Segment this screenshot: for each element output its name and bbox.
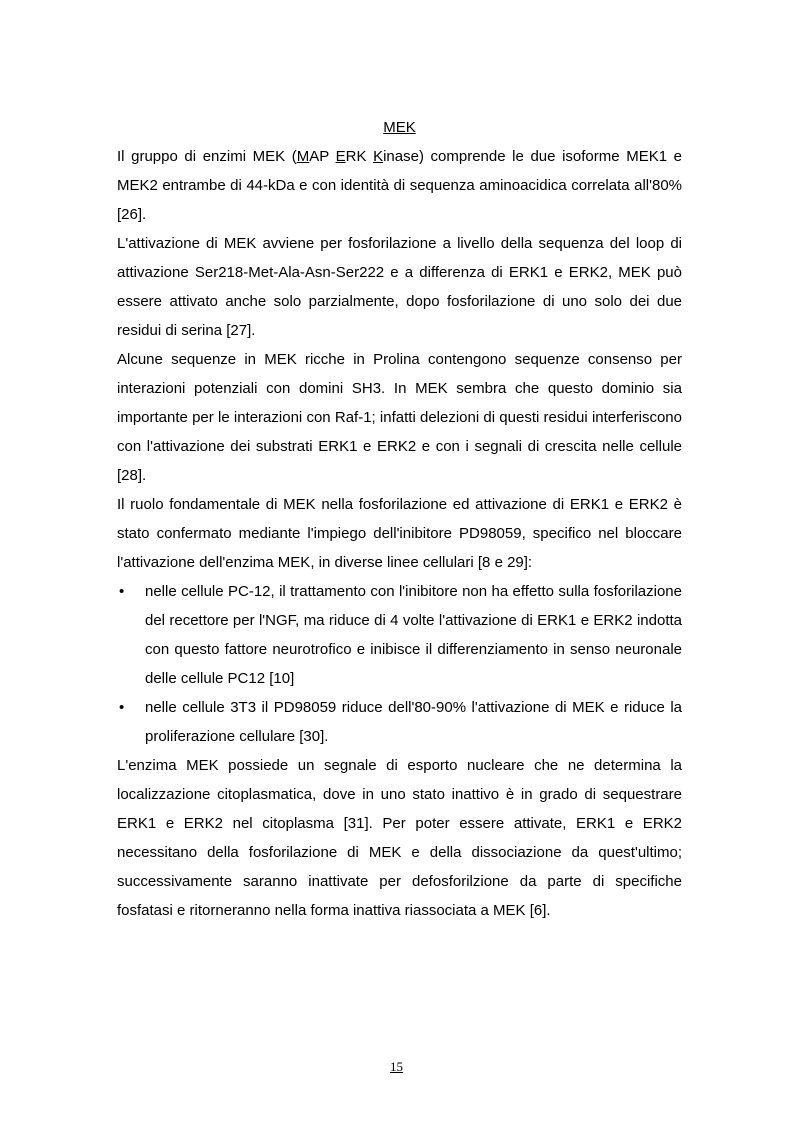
page-content xyxy=(117,113,682,925)
list-item xyxy=(117,693,682,751)
bullet-icon: • xyxy=(119,583,125,600)
paragraph-proline: Alcune sequenze in MEK ricche in Prolina contengono sequenze consenso per interazioni potenziali con domini SH3. In MEK sembra che questo dominio sia importante per le interazioni con Raf-1; infatti delezioni di questi residui interferiscono con l'attivazione dei substrati ERK1 e ERK2 e con i segnali di crescita nelle cellule [28]. xyxy=(117,351,682,484)
list-item xyxy=(117,577,682,693)
bullet-list xyxy=(117,577,682,751)
list-item-text: nelle cellule 3T3 il PD98059 riduce dell'80-90% l'attivazione di MEK e riduce la proliferazione cellulare [30]. xyxy=(145,699,682,745)
page-number: 15 xyxy=(390,1059,403,1074)
paragraph-inhibitor: Il ruolo fondamentale di MEK nella fosforilazione ed attivazione di ERK1 e ERK2 è stato confermato mediante l'impiego dell'inibitore PD98059, specifico nel bloccare l'attivazione dell'enzima MEK, in diverse linee cellulari [8 e 29]: xyxy=(117,496,682,571)
intro-text-end: inase) comprende le due isoforme MEK1 e MEK2 entrambe di 44-kDa e con identità di sequenza aminoacidica correlata all'80% [26]. xyxy=(117,148,683,223)
paragraph-export-signal: L'enzima MEK possiede un segnale di esporto nucleare che ne determina la localizzazione citoplasmatica, dove in uno stato inattivo è in grado di sequestrare ERK1 e ERK2 nel citoplasma [31]. Per poter essere attivate, ERK1 e ERK2 necessitano della fosforilazione di MEK e della dissociazione da quest'ultimo; successivamente saranno inattivate per defosforilzione da parte di specifiche fosfatasi e ritorneranno nella forma inattiva riassociata a MEK [6]. xyxy=(117,757,682,919)
acronym-word-erk: RK xyxy=(345,148,374,165)
acronym-letter-e: E xyxy=(335,148,346,165)
intro-text-start: Il gruppo di enzimi MEK ( xyxy=(117,148,297,165)
bullet-icon: • xyxy=(119,699,125,716)
acronym-letter-m: M xyxy=(296,148,310,165)
paragraph-intro xyxy=(117,142,682,229)
paragraph-activation: L'attivazione di MEK avviene per fosforilazione a livello della sequenza del loop di attivazione Ser218-Met-Ala-Asn-Ser222 e a differenza di ERK1 e ERK2, MEK può essere attivato anche solo parzialmente, dopo fosforilazione di uno solo dei due residui di serina [27]. xyxy=(117,235,682,339)
list-item-text: nelle cellule PC-12, il trattamento con l'inibitore non ha effetto sulla fosforilazione del recettore per l'NGF, ma riduce di 4 volte l'attivazione di ERK1 e ERK2 indotta con questo fattore neurotrofico e inibisce il differenziamento in senso neuronale delle cellule PC12 [10] xyxy=(145,583,682,687)
section-heading: MEK xyxy=(383,119,416,136)
acronym-letter-k: K xyxy=(373,148,384,165)
acronym-word-map: AP xyxy=(309,148,336,165)
